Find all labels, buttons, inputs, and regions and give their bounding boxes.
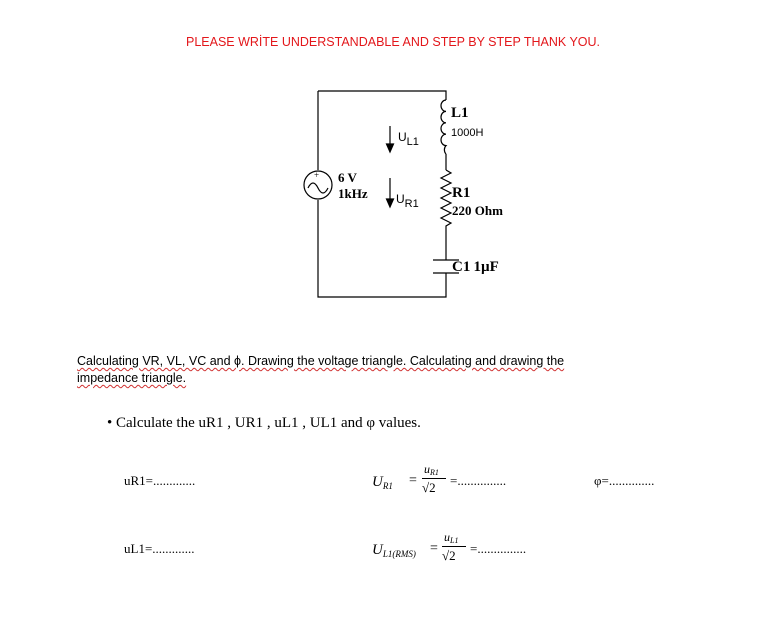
inductor-l1-symbol	[441, 100, 446, 154]
eq2-numerator: uL1	[444, 530, 459, 545]
source-voltage: 6 V	[338, 170, 357, 185]
ul1-answer: uL1=.............	[124, 541, 195, 556]
eq1-blank: =...............	[450, 473, 507, 488]
ul1-arrow	[387, 126, 394, 152]
capacitor-label: C1 1µF	[452, 259, 499, 275]
equation-ul1: $U_{L1(RMS)}$ = uL1 √2 =...............	[372, 530, 527, 563]
bullet-item	[107, 415, 421, 432]
eq1-numerator: uR1	[424, 462, 439, 477]
eq1-fraction-bar	[422, 478, 446, 479]
source-plus: +	[314, 170, 320, 180]
ul1-label: UL1	[398, 130, 419, 148]
equation-ur1: $U_{R1}$ = uR1 √2 =...............	[372, 462, 507, 495]
eq2-lhs: $U_{L1(RMS)}$	[372, 542, 416, 559]
eq2-fraction-bar	[442, 546, 466, 547]
task-line-1: Calculating VR, VL, VC and ϕ. Drawing the voltage triangle. Calculating and drawing the	[77, 354, 565, 368]
phi-answer: φ=..............	[594, 473, 655, 488]
eq2-denominator: √2	[442, 548, 456, 563]
wire-top	[318, 91, 446, 100]
wire-left-bottom	[318, 200, 446, 297]
instruction-header: PLEASE WRİTE UNDERSTANDABLE AND STEP BY STEP THANK YOU.	[186, 35, 601, 49]
bullet-text: Calculate the uR1 , UR1 , uL1 , UL1 and φ values.	[116, 415, 421, 431]
ur1-arrow	[387, 178, 394, 207]
eq1-lhs: $U_{R1}$	[372, 474, 393, 491]
resistor-value: 220 Ohm	[452, 203, 503, 218]
ur1-answer: uR1=.............	[124, 473, 196, 488]
inductor-value: 1000H	[451, 127, 484, 139]
task-line-2: impedance triangle.	[77, 371, 187, 385]
inductor-name: L1	[451, 105, 469, 121]
source-frequency: 1kHz	[338, 186, 368, 201]
bullet-dot: •	[107, 415, 113, 431]
ur1-label: UR1	[396, 192, 419, 210]
eq1-denominator: √2	[422, 480, 436, 495]
resistor-name: R1	[452, 185, 471, 201]
resistor-r1-symbol	[441, 170, 451, 232]
eq2-blank: =...............	[470, 541, 527, 556]
